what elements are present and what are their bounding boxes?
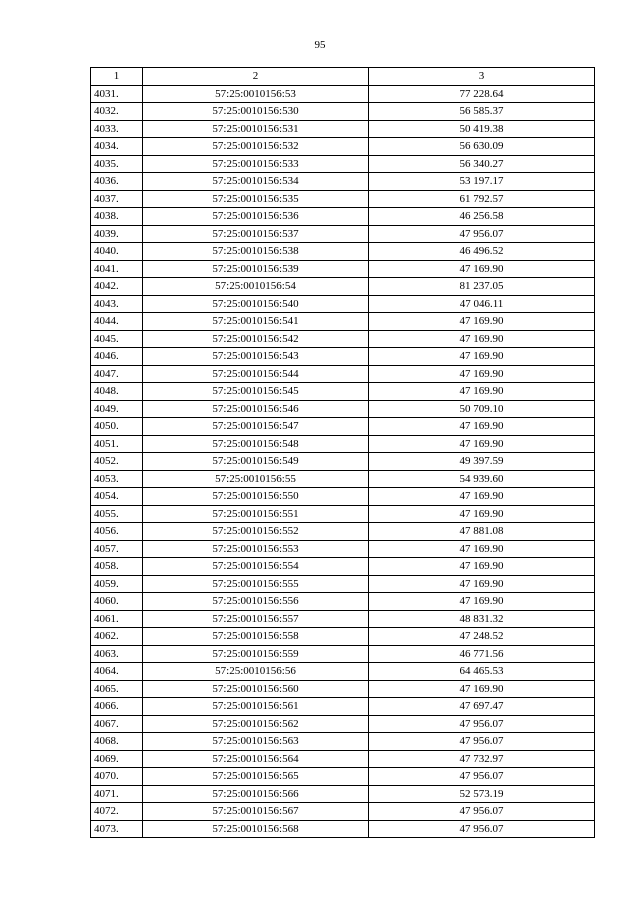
row-number: 4049. — [91, 400, 143, 418]
table-row — [91, 348, 595, 366]
cadastral-value: 56 585.37 — [369, 103, 595, 121]
table-row — [91, 208, 595, 226]
table-row — [91, 680, 595, 698]
cadastral-number: 57:25:0010156:564 — [143, 750, 369, 768]
row-number: 4073. — [91, 820, 143, 838]
row-number: 4071. — [91, 785, 143, 803]
table-row — [91, 593, 595, 611]
cadastral-number: 57:25:0010156:543 — [143, 348, 369, 366]
table-row — [91, 575, 595, 593]
cadastral-value: 47 956.07 — [369, 225, 595, 243]
cadastral-number: 57:25:0010156:536 — [143, 208, 369, 226]
cadastral-number: 57:25:0010156:53 — [143, 85, 369, 103]
cadastral-value: 47 956.07 — [369, 733, 595, 751]
row-number: 4059. — [91, 575, 143, 593]
cadastral-value: 47 956.07 — [369, 768, 595, 786]
cadastral-value: 52 573.19 — [369, 785, 595, 803]
cadastral-value: 47 169.90 — [369, 488, 595, 506]
cadastral-number: 57:25:0010156:538 — [143, 243, 369, 261]
row-number: 4036. — [91, 173, 143, 191]
cadastral-number: 57:25:0010156:566 — [143, 785, 369, 803]
row-number: 4067. — [91, 715, 143, 733]
table-row — [91, 330, 595, 348]
column-header-2: 2 — [143, 68, 369, 86]
row-number: 4035. — [91, 155, 143, 173]
cadastral-value: 46 256.58 — [369, 208, 595, 226]
table-row — [91, 628, 595, 646]
cadastral-number: 57:25:0010156:553 — [143, 540, 369, 558]
row-number: 4064. — [91, 663, 143, 681]
table-row — [91, 435, 595, 453]
row-number: 4054. — [91, 488, 143, 506]
table-row — [91, 505, 595, 523]
cadastral-number: 57:25:0010156:544 — [143, 365, 369, 383]
cadastral-number: 57:25:0010156:554 — [143, 558, 369, 576]
row-number: 4053. — [91, 470, 143, 488]
table-row — [91, 803, 595, 821]
table-row — [91, 278, 595, 296]
cadastral-number: 57:25:0010156:559 — [143, 645, 369, 663]
cadastral-number: 57:25:0010156:535 — [143, 190, 369, 208]
row-number: 4042. — [91, 278, 143, 296]
row-number: 4046. — [91, 348, 143, 366]
cadastral-number: 57:25:0010156:530 — [143, 103, 369, 121]
cadastral-value: 46 496.52 — [369, 243, 595, 261]
cadastral-number: 57:25:0010156:549 — [143, 453, 369, 471]
row-number: 4055. — [91, 505, 143, 523]
table-row — [91, 225, 595, 243]
cadastral-number: 57:25:0010156:567 — [143, 803, 369, 821]
cadastral-value: 56 630.09 — [369, 138, 595, 156]
row-number: 4051. — [91, 435, 143, 453]
cadastral-number: 57:25:0010156:555 — [143, 575, 369, 593]
table-row — [91, 295, 595, 313]
cadastral-number: 57:25:0010156:546 — [143, 400, 369, 418]
row-number: 4058. — [91, 558, 143, 576]
cadastral-number: 57:25:0010156:565 — [143, 768, 369, 786]
row-number: 4044. — [91, 313, 143, 331]
table-row — [91, 155, 595, 173]
table-row — [91, 383, 595, 401]
row-number: 4034. — [91, 138, 143, 156]
cadastral-value: 49 397.59 — [369, 453, 595, 471]
cadastral-value: 47 248.52 — [369, 628, 595, 646]
cadastral-value: 81 237.05 — [369, 278, 595, 296]
cadastral-number: 57:25:0010156:561 — [143, 698, 369, 716]
table-row — [91, 260, 595, 278]
table-row — [91, 610, 595, 628]
row-number: 4061. — [91, 610, 143, 628]
table-row — [91, 120, 595, 138]
cadastral-number: 57:25:0010156:562 — [143, 715, 369, 733]
table-body — [91, 85, 595, 838]
row-number: 4048. — [91, 383, 143, 401]
cadastral-value: 77 228.64 — [369, 85, 595, 103]
cadastral-number: 57:25:0010156:533 — [143, 155, 369, 173]
cadastral-value: 47 169.90 — [369, 348, 595, 366]
cadastral-number: 57:25:0010156:552 — [143, 523, 369, 541]
cadastral-value: 47 169.90 — [369, 313, 595, 331]
table-row — [91, 400, 595, 418]
table-row — [91, 523, 595, 541]
cadastral-number: 57:25:0010156:540 — [143, 295, 369, 313]
cadastral-number: 57:25:0010156:531 — [143, 120, 369, 138]
row-number: 4033. — [91, 120, 143, 138]
cadastral-number: 57:25:0010156:551 — [143, 505, 369, 523]
cadastral-number: 57:25:0010156:55 — [143, 470, 369, 488]
cadastral-value: 47 169.90 — [369, 330, 595, 348]
table-row — [91, 768, 595, 786]
row-number: 4068. — [91, 733, 143, 751]
cadastral-value: 47 169.90 — [369, 575, 595, 593]
cadastral-value: 53 197.17 — [369, 173, 595, 191]
column-header-1: 1 — [91, 68, 143, 86]
table-row — [91, 190, 595, 208]
row-number: 4043. — [91, 295, 143, 313]
row-number: 4062. — [91, 628, 143, 646]
row-number: 4039. — [91, 225, 143, 243]
table-row — [91, 470, 595, 488]
cadastral-number: 57:25:0010156:541 — [143, 313, 369, 331]
cadastral-value: 61 792.57 — [369, 190, 595, 208]
cadastral-number: 57:25:0010156:563 — [143, 733, 369, 751]
table-row — [91, 820, 595, 838]
table-row — [91, 453, 595, 471]
cadastral-number: 57:25:0010156:537 — [143, 225, 369, 243]
cadastral-value: 47 046.11 — [369, 295, 595, 313]
row-number: 4052. — [91, 453, 143, 471]
cadastral-value: 47 169.90 — [369, 435, 595, 453]
table-row — [91, 365, 595, 383]
row-number: 4070. — [91, 768, 143, 786]
cadastral-number: 57:25:0010156:539 — [143, 260, 369, 278]
cadastral-value: 47 169.90 — [369, 260, 595, 278]
column-header-3: 3 — [369, 68, 595, 86]
table-row — [91, 173, 595, 191]
cadastral-value: 64 465.53 — [369, 663, 595, 681]
table-row — [91, 715, 595, 733]
row-number: 4063. — [91, 645, 143, 663]
table-row — [91, 103, 595, 121]
row-number: 4040. — [91, 243, 143, 261]
cadastral-number: 57:25:0010156:56 — [143, 663, 369, 681]
cadastral-value: 46 771.56 — [369, 645, 595, 663]
cadastral-value: 47 732.97 — [369, 750, 595, 768]
cadastral-value-table — [90, 67, 595, 838]
cadastral-value: 47 169.90 — [369, 383, 595, 401]
table-row — [91, 85, 595, 103]
cadastral-value: 47 697.47 — [369, 698, 595, 716]
cadastral-number: 57:25:0010156:558 — [143, 628, 369, 646]
table-header-row — [91, 68, 595, 86]
cadastral-value: 56 340.27 — [369, 155, 595, 173]
cadastral-value: 47 956.07 — [369, 820, 595, 838]
cadastral-number: 57:25:0010156:547 — [143, 418, 369, 436]
cadastral-value: 50 709.10 — [369, 400, 595, 418]
table-row — [91, 698, 595, 716]
cadastral-number: 57:25:0010156:532 — [143, 138, 369, 156]
cadastral-value: 47 956.07 — [369, 803, 595, 821]
table-row — [91, 138, 595, 156]
row-number: 4037. — [91, 190, 143, 208]
page-number: 95 — [314, 39, 326, 51]
cadastral-value: 47 169.90 — [369, 558, 595, 576]
cadastral-number: 57:25:0010156:568 — [143, 820, 369, 838]
cadastral-value: 47 169.90 — [369, 540, 595, 558]
row-number: 4065. — [91, 680, 143, 698]
cadastral-value: 47 881.08 — [369, 523, 595, 541]
row-number: 4056. — [91, 523, 143, 541]
cadastral-value: 47 169.90 — [369, 680, 595, 698]
cadastral-number: 57:25:0010156:545 — [143, 383, 369, 401]
cadastral-value: 50 419.38 — [369, 120, 595, 138]
table-row — [91, 418, 595, 436]
cadastral-number: 57:25:0010156:542 — [143, 330, 369, 348]
cadastral-number: 57:25:0010156:557 — [143, 610, 369, 628]
row-number: 4045. — [91, 330, 143, 348]
cadastral-value: 47 169.90 — [369, 505, 595, 523]
row-number: 4038. — [91, 208, 143, 226]
table-row — [91, 663, 595, 681]
table-row — [91, 488, 595, 506]
cadastral-number: 57:25:0010156:560 — [143, 680, 369, 698]
table-row — [91, 313, 595, 331]
row-number: 4069. — [91, 750, 143, 768]
row-number: 4060. — [91, 593, 143, 611]
table-row — [91, 540, 595, 558]
table-row — [91, 645, 595, 663]
cadastral-value: 47 169.90 — [369, 418, 595, 436]
table-row — [91, 750, 595, 768]
row-number: 4066. — [91, 698, 143, 716]
cadastral-value: 47 169.90 — [369, 593, 595, 611]
cadastral-value: 47 169.90 — [369, 365, 595, 383]
row-number: 4031. — [91, 85, 143, 103]
cadastral-value: 47 956.07 — [369, 715, 595, 733]
table-row — [91, 558, 595, 576]
row-number: 4057. — [91, 540, 143, 558]
cadastral-value: 54 939.60 — [369, 470, 595, 488]
table-row — [91, 733, 595, 751]
cadastral-value: 48 831.32 — [369, 610, 595, 628]
cadastral-number: 57:25:0010156:54 — [143, 278, 369, 296]
cadastral-number: 57:25:0010156:550 — [143, 488, 369, 506]
cadastral-number: 57:25:0010156:534 — [143, 173, 369, 191]
table-row — [91, 243, 595, 261]
row-number: 4032. — [91, 103, 143, 121]
cadastral-number: 57:25:0010156:548 — [143, 435, 369, 453]
table-row — [91, 785, 595, 803]
row-number: 4041. — [91, 260, 143, 278]
cadastral-number: 57:25:0010156:556 — [143, 593, 369, 611]
row-number: 4050. — [91, 418, 143, 436]
row-number: 4047. — [91, 365, 143, 383]
row-number: 4072. — [91, 803, 143, 821]
